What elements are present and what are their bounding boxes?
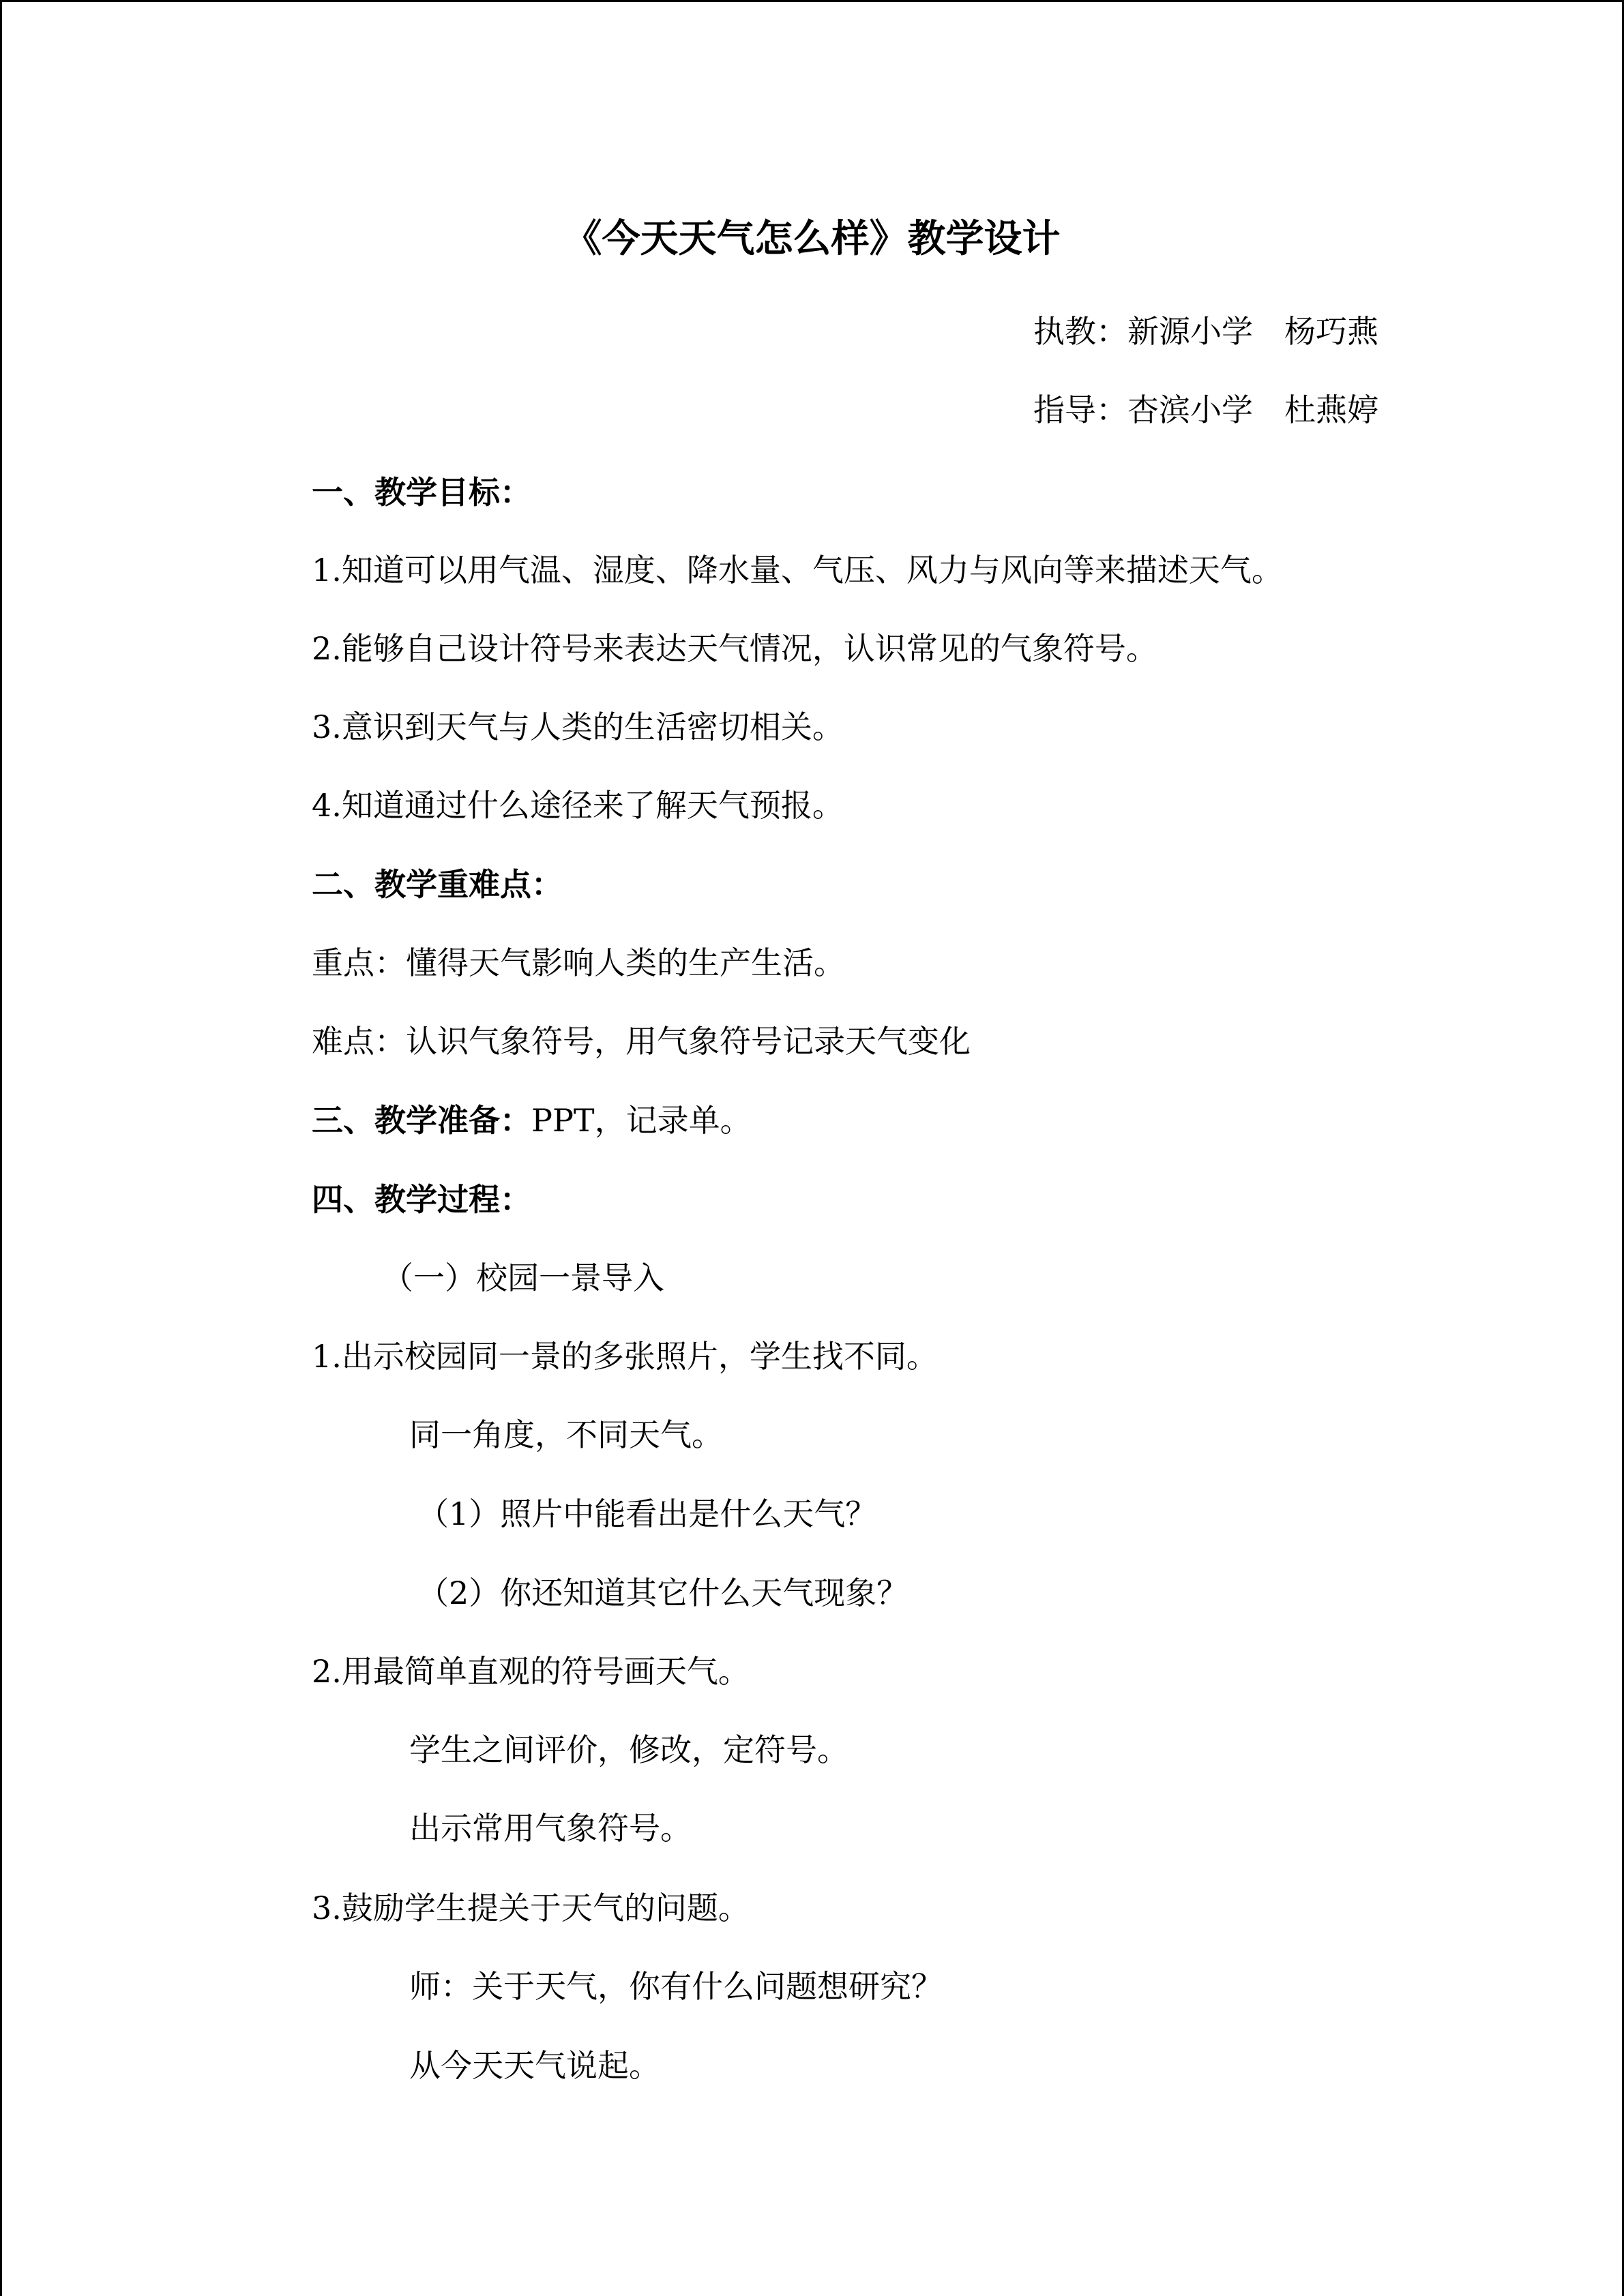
section3-heading: 三、教学准备： [312, 1102, 531, 1139]
key-point: 重点：懂得天气影响人类的生产生活。 [312, 944, 845, 981]
process-step: 3.鼓励学生提关于天气的问题。 [312, 1890, 750, 1926]
section3-content: PPT，记录单。 [531, 1102, 752, 1139]
process-step: 2.用最简单直观的符号画天气。 [312, 1653, 750, 1690]
section2-heading: 二、教学重难点： [312, 866, 563, 903]
process-question: （2）你还知道其它什么天气现象？ [417, 1575, 909, 1611]
advisor-line: 指导：杏滨小学 杜燕婷 [1033, 391, 1378, 428]
process-note: 出示常用气象符号。 [409, 1810, 692, 1847]
difficulty-point: 难点：认识气象符号，用气象符号记录天气变化 [312, 1023, 971, 1060]
process-step: 1.出示校园同一景的多张照片，学生找不同。 [312, 1338, 938, 1375]
process-note: 同一角度，不同天气。 [409, 1416, 723, 1453]
section4-heading: 四、教学过程： [312, 1181, 531, 1218]
instructor-line: 执教：新源小学 杨巧燕 [1033, 313, 1378, 350]
process-note: 学生之间评价，修改，定符号。 [409, 1731, 848, 1768]
process-note: 师：关于天气，你有什么问题想研究？ [409, 1968, 943, 2005]
process-note: 从今天天气说起。 [409, 2047, 660, 2084]
process-question: （1）照片中能看出是什么天气？ [417, 1495, 877, 1532]
objective-item: 4.知道通过什么途径来了解天气预报。 [312, 787, 844, 824]
sub-heading: （一）校园一景导入 [382, 1259, 664, 1296]
document-title: 《今天天气怎么样》教学设计 [563, 216, 1061, 261]
section1-heading: 一、教学目标： [312, 474, 531, 511]
objective-item: 1.知道可以用气温、湿度、降水量、气压、风力与风向等来描述天气。 [312, 552, 1283, 588]
objective-item: 3.意识到天气与人类的生活密切相关。 [312, 709, 844, 745]
objective-item: 2.能够自己设计符号来表达天气情况，认识常见的气象符号。 [312, 630, 1157, 667]
section3-line [312, 1097, 752, 1144]
